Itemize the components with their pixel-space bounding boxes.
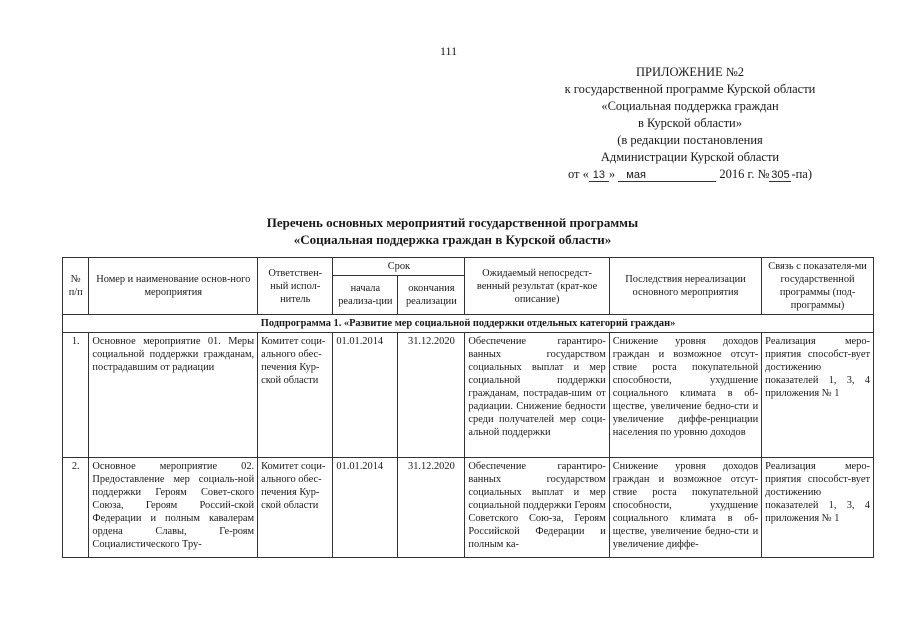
- row-result: Обеспечение гарантиро-ванных государством социальных выплат и мер социальной поддержки Героям Советского Сою-за, Героям Российской Федерации и полным ка-: [465, 458, 609, 558]
- row-result: Обеспечение гарантиро-ванных государством социальных выплат и мер социальной поддержки гражданам, пострадав-шим от радиации. Снижение бедности среди получателей мер соци-альной поддержки: [465, 333, 609, 458]
- row-end: 31.12.2020: [398, 458, 465, 558]
- title-line: Перечень основных мероприятий государственной программы: [266, 215, 639, 230]
- date-mid: »: [608, 167, 616, 181]
- resolution-number: 305: [771, 169, 790, 181]
- appendix-heading: ПРИЛОЖЕНИЕ №2: [635, 65, 745, 79]
- row-executor: Комитет соци-ального обес-печения Кур-ской области: [258, 333, 333, 458]
- appendix-line: в Курской области»: [637, 116, 742, 130]
- number-suffix: -па): [791, 167, 813, 181]
- row-num: 2.: [63, 458, 89, 558]
- date-day: 13: [589, 169, 609, 182]
- appendix-line: Администрации Курской области: [600, 150, 780, 164]
- title-line: «Социальная поддержка граждан в Курской области»: [293, 232, 612, 247]
- header-link: Связь с показателя-ми государственной программы (под-программы): [762, 258, 874, 315]
- row-name: Основное мероприятие 02. Предоставление мер социаль-ной поддержки Героям Совет-ского Союза, Героям Россий-ской Федерации и полным кавалерам ордена Славы, Ге-роям Социалистического Тру-: [89, 458, 258, 558]
- header-start: начала реализа-ции: [333, 276, 398, 315]
- page-number: 111: [440, 44, 458, 58]
- document-title: [0, 214, 905, 248]
- header-num: № п/п: [63, 258, 89, 315]
- header-term: Срок: [333, 258, 465, 276]
- subprogram-title: Подпрограмма 1. «Развитие мер социальной поддержки отдельных категорий граждан»: [63, 315, 874, 333]
- row-end: 31.12.2020: [398, 333, 465, 458]
- appendix-header: [520, 64, 860, 183]
- header-end: окончания реализации: [398, 276, 465, 315]
- table-row: [63, 333, 874, 458]
- row-consequences: Снижение уровня доходов граждан и возможное отсут-ствие роста покупательной способности, ухудшение социального климата в об-ществе, увеличение бедно-сти и увеличение диффе-ренциации населения по уровню доходов: [609, 333, 761, 458]
- appendix-line: (в редакции постановления: [617, 133, 763, 147]
- row-start: 01.01.2014: [333, 333, 398, 458]
- measures-table: [62, 257, 874, 558]
- row-link: Реализация меро-приятия способст-вует достижению показателей 1, 3, 4 приложения № 1: [762, 458, 874, 558]
- header-executor: Ответствен-ный испол-нитель: [258, 258, 333, 315]
- table-row: [63, 458, 874, 558]
- resolution-date-line: [520, 166, 860, 183]
- header-consequences: Последствия нереализации основного мероприятия: [609, 258, 761, 315]
- row-executor: Комитет соци-ального обес-печения Кур-ской области: [258, 458, 333, 558]
- header-result: Ожидаемый непосредст-венный результат (крат-кое описание): [465, 258, 609, 315]
- header-name: Номер и наименование основ-ного мероприятия: [89, 258, 258, 315]
- row-num: 1.: [63, 333, 89, 458]
- date-month: мая: [618, 169, 716, 182]
- row-name: Основное мероприятие 01. Меры социальной поддержки гражданам, пострадавшим от радиации: [89, 333, 258, 458]
- appendix-line: «Социальная поддержка граждан: [601, 99, 779, 113]
- row-start: 01.01.2014: [333, 458, 398, 558]
- appendix-line: к государственной программе Курской области: [564, 82, 816, 96]
- date-year: 2016 г. №: [719, 167, 770, 181]
- row-link: Реализация меро-приятия способст-вует достижению показателей 1, 3, 4 приложения № 1: [762, 333, 874, 458]
- date-prefix: от «: [567, 167, 589, 181]
- row-consequences: Снижение уровня доходов граждан и возможное отсут-ствие роста покупательной способности, ухудшение социального климата в об-ществе, увеличение бедно-сти и увеличение диффе-: [609, 458, 761, 558]
